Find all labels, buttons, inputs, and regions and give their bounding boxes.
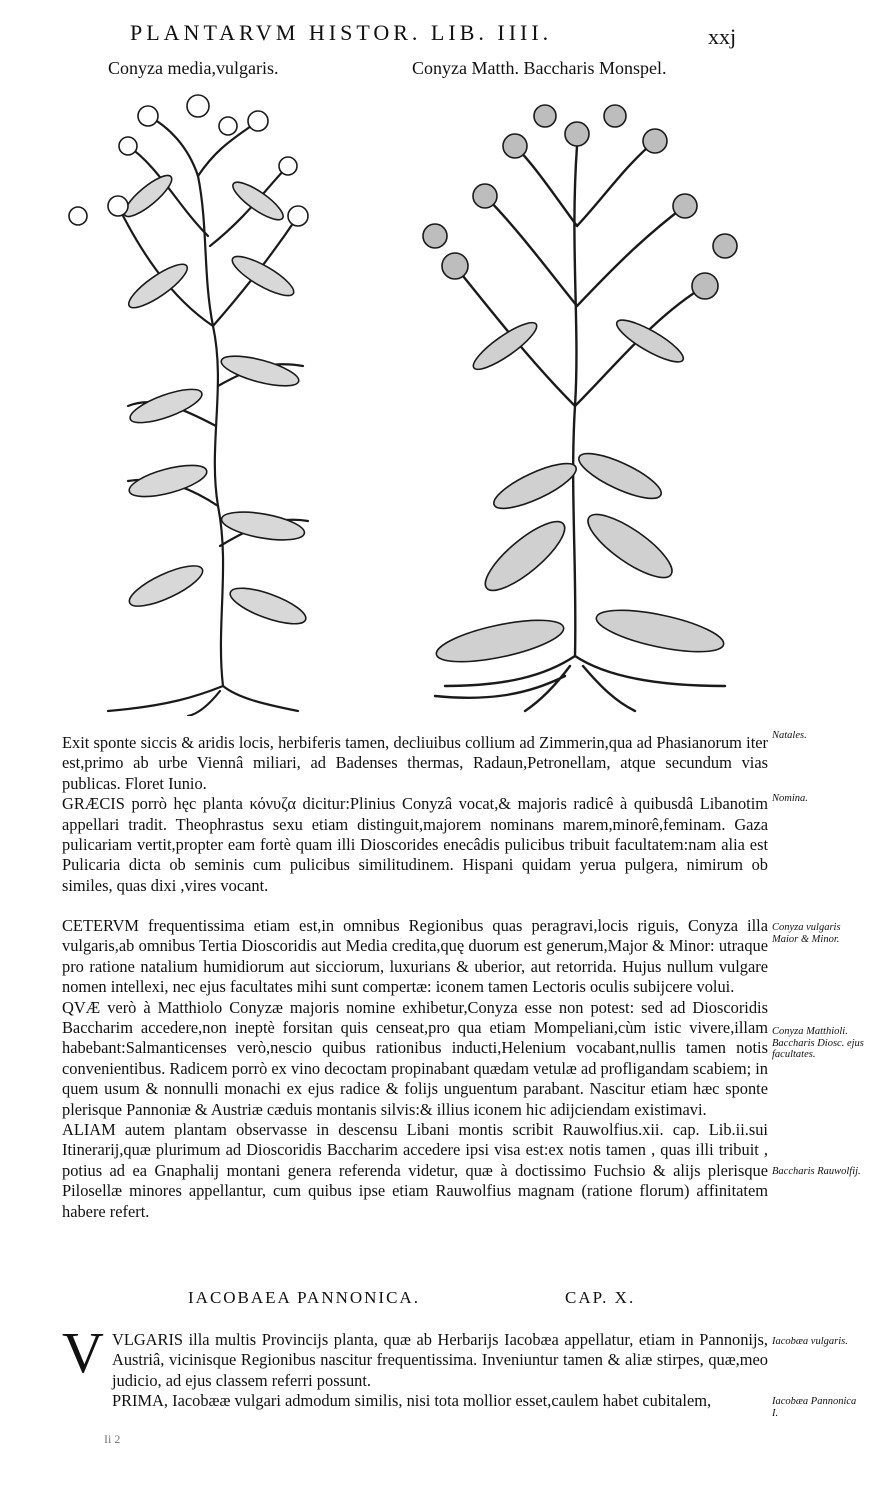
margin-note-conyza-matthioli: Conyza Matthioli. Baccharis Diosc. ejus facultates. (772, 1026, 864, 1060)
paragraph-aliam: ALIAM autem plantam observasse in descensu Libani montis scribit Rauwolfius.xii. cap. Lib.ii.sui Itinerarij,quæ plurimum ad Dioscoridis Baccharim accedere ipsi visa est:ex notis tamen , quas illi tribuit , potius ad ea Gnaphalij montani genera referenda videtur, quæ à doctissimo Fuchsio & alijs plerisque Pilosellæ minores appellantur, cum quibus ipse etiam Rauwolfius magnam (ratione florum) affinitatem habere refert. (62, 1120, 768, 1221)
conyza-matthioli-woodcut (405, 86, 750, 716)
main-text-block-1 (62, 733, 768, 896)
running-title: PLANTARVM HISTOR. LIB. IIII. (130, 20, 553, 45)
margin-note-nomina: Nomina. (772, 793, 808, 804)
margin-note-baccharis: Baccharis Rauwolfij. (772, 1166, 861, 1177)
paragraph-prima: PRIMA, Iacobææ vulgari admodum similis, nisi tota mollior esset,caulem habet cubitalem, (112, 1391, 712, 1411)
paragraph-ceterum: CETERVM frequentissima etiam est,in omnibus Regionibus quas peragravi,locis riguis, Conyza illa vulgaris,ab omnibus Tertia Dioscoridis aut Media credita,quę duorum est generum,Major & Minor: utraque pro ratione natalium humidiorum aut sicciorum, luxurians & uberior, aut retorrida. Hujus nullum vulgare nomen intellexi, nec ejus facultates mihi sunt compertæ: iconem tamen Lectoris oculis subijcere volui. (62, 916, 768, 997)
paragraph-quae: QVÆ verò à Matthiolo Conyzæ majoris nomine exhibetur,Conyza esse non potest: sed ad Dioscoridis Baccharim accedere,non ineptè forsitan quis censeat,pro qua etiam Mompeliani,cùm istic vivere,illam habebant:Salmanticenses verò,nescio quibus rationibus inducti,Helenium vocabant,nullis tamen notis convenientibus. Radicem porrò ex vino decoctam propinabant quædam vetulæ ad profligandam scabiem; in quem usum & nonnulli monachi ex ejus radice & folijs unguentum parabant. Nascitur etiam hæc sponte plerisque Pannoniæ & Austriæ cæduis montanis silvis:& illius iconem hic adijciendam existimavi. (62, 997, 768, 1119)
paragraph-nomina: GRÆCIS porrò hęc planta κόνυζα dicitur:Plinius Conyzâ vocat,& majoris radicê à quibusdâ Libanotim appellari tradit. Theophrastus sexu etiam distinguit,majorem nominans marem,minorê,feminam. Gaza pulicariam vertit,propter eam fortè quam illi Dioscorides enecâdis pulicibus tribuit facultatem:nam alia est Pulicaria dicta ob seminis cum pulicibus similitudinem. Hispani quidam yerua pulgera, nimirum ob similes, quas dixi ,vires vocant. (62, 794, 768, 895)
figure-caption-right: Conyza Matth. Baccharis Monspel. (412, 58, 667, 78)
figure-caption-left: Conyza media,vulgaris. (108, 58, 279, 78)
margin-note-iacobaea-pannonica: Iacobæa Pannonica I. (772, 1396, 857, 1419)
folio-number: xxj (708, 24, 737, 49)
chapter-title: IACOBAEA PANNONICA. (188, 1288, 420, 1307)
drop-cap: V (62, 1320, 104, 1385)
main-text-block-2 (62, 916, 768, 1222)
margin-note-natales: Natales. (772, 730, 807, 741)
margin-note-conyza-vulgaris: Conyza vulgaris Maior & Minor. (772, 922, 841, 945)
margin-note-iacobaea-vulgaris: Iacobæa vulgaris. (772, 1336, 848, 1347)
chapter-text-block (112, 1330, 768, 1412)
conyza-media-woodcut (48, 86, 338, 716)
paragraph-vulgaris: VLGARIS illa multis Provincijs planta, quæ ab Herbarijs Iacobæa appellatur, etiam in Pannonijs, Austriâ, vicinisque Regionibus nascitur frequentissima. Inveniuntur tamen & aliæ stirpes, quæ,meo judicio, ad ejus classem referri possunt. (112, 1330, 768, 1390)
signature-mark: Ii 2 (104, 1432, 121, 1446)
chapter-number: CAP. X. (565, 1288, 636, 1307)
paragraph-natales: Exit sponte siccis & aridis locis, herbiferis tamen, decliuibus collium ad Zimmerin,qua ad Phasianorum iter est,primo ab urbe Viennâ miliari, ad Badenses thermas, Radaun,Petronellam, atque secundum vias publicas. Floret Iunio. (62, 733, 768, 793)
